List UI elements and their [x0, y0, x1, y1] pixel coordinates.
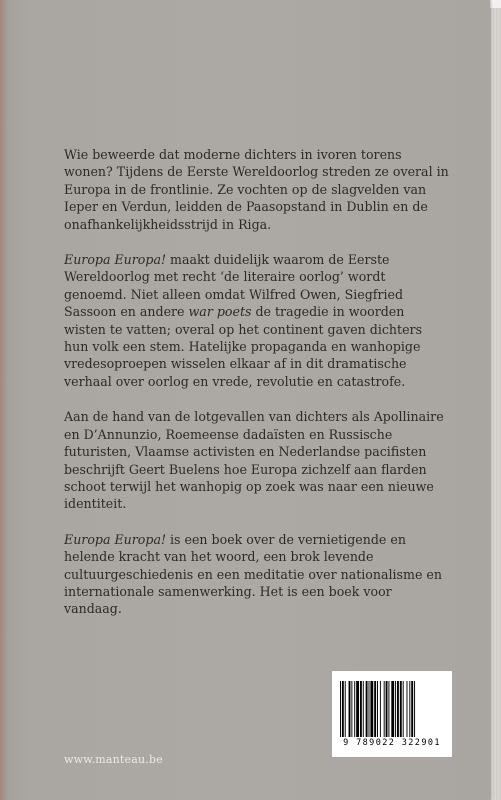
- blurb-paragraph-2: [64, 251, 450, 390]
- blurb-text: [64, 146, 450, 636]
- barcode-bar: [370, 681, 373, 737]
- barcode-bar: [354, 681, 355, 737]
- barcode-bar: [369, 681, 370, 737]
- barcode-bar: [377, 681, 378, 737]
- blurb-paragraph-4: [64, 531, 450, 618]
- barcode-bar: [400, 681, 402, 737]
- barcode-bar: [391, 681, 394, 737]
- italic-text: war poets: [188, 304, 252, 320]
- italic-text: Europa Europa!: [64, 531, 167, 547]
- barcode-bar: [407, 681, 408, 737]
- barcode-bar: [414, 681, 415, 737]
- spine-fold: [0, 0, 8, 800]
- barcode-bar: [388, 681, 389, 737]
- blurb-paragraph-1: [64, 146, 450, 233]
- barcode-bar: [360, 681, 362, 737]
- barcode-bar: [363, 681, 364, 737]
- barcode-bar: [386, 681, 388, 737]
- body-text: Wie beweerde dat moderne dichters in ivoren torens wonen? Tijdens de Eerste Wereldoorlog streden ze overal in Europa in de frontlinie. Ze vochten op de slagvelden van Ieper en Verdun, leidden de Paasopstand in Dublin en de onafhankelijkheidsstrijd in Riga.: [64, 147, 449, 232]
- barcode-bar: [351, 681, 352, 737]
- barcode-bar: [411, 681, 413, 737]
- barcode-bar: [380, 681, 381, 737]
- barcode-bar: [409, 681, 410, 737]
- barcode-bar: [340, 681, 341, 737]
- barcode-bar: [342, 681, 344, 737]
- body-text: maakt duidelijk waarom de Eerste Wereldoorlog met recht ‘de literaire oorlog’ wordt genoemd. Niet alleen omdat Wilfred Owen, Siegfried Sassoon en andere: [64, 252, 404, 320]
- barcode-bar: [356, 681, 359, 737]
- barcode-bar: [403, 681, 404, 737]
- body-text: is een boek over de vernietigende en helende kracht van het woord, een brok levende cultuurgeschiedenis en een meditatie over nationalisme en internationale samenwerking. Het is een boek voor vandaag.: [64, 531, 442, 617]
- barcode-bar: [349, 681, 351, 737]
- barcode-bar: [374, 681, 376, 737]
- body-text: Aan de hand van de lotgevallen van dichters als Apollinaire en D’Annunzio, Roemeense dadaïsten en Russische futuristen, Vlaamse activisten en Nederlandse pacifisten beschrijft Geert Buelens hoe Europa zichzelf aan flarden schoot terwijl het wanhopig op zoek was naar een nieuwe identiteit.: [64, 409, 444, 512]
- barcode-bar: [397, 681, 399, 737]
- publisher-website: www.manteau.be: [64, 753, 163, 766]
- barcode-bar: [345, 681, 346, 737]
- isbn-barcode: [332, 671, 452, 757]
- barcode-bar: [395, 681, 396, 737]
- barcode-bar: [384, 681, 385, 737]
- barcode-bars: [338, 681, 446, 737]
- isbn-digits: 9 789022 322901: [343, 738, 441, 748]
- italic-text: Europa Europa!: [64, 252, 167, 268]
- barcode-bar: [366, 681, 368, 737]
- body-text: de tragedie in woorden wisten te vatten; overal op het continent gaven dichters hun volk een stem. Hatelijke propaganda en wanhopige vredesoproepen wisselen elkaar af in dit dramatische verhaal over oorlog en vrede, revolutie en catastrofe.: [64, 304, 423, 389]
- blurb-paragraph-3: [64, 408, 450, 512]
